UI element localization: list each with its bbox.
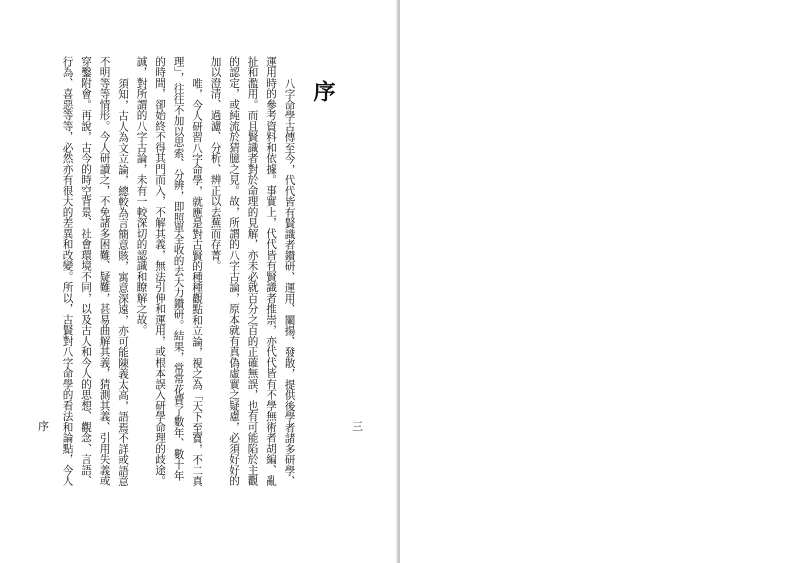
page-number-left: 三 — [352, 420, 363, 433]
preface-title: 序 — [310, 80, 336, 102]
preface-column: 須知，古人為文立論，總較為言簡意賅，寓意深遠，亦可能陳義太高，語焉不詳或語意 — [117, 78, 130, 487]
preface-column: 運用時的參考資料和依據。事實上，代代皆有賢識者推崇，亦代代皆有不學無術者胡編、亂 — [265, 56, 278, 486]
preface-column: 理」，往往不加以思索、分辨，即照單全收的去大力鑽研。結果，常常花費了數年、數十年 — [172, 56, 185, 481]
preface-column: 扯和濫用。而且賢識者對於命理的見解，亦未必就百分之百的正確無誤，也有可能陷於主觀 — [246, 56, 259, 486]
preface-column: 唯，今人研習八字命學，就應是對古賢的種種觀點和立論，視之為「天下至寶，不二真 — [191, 78, 204, 487]
page-label: 序 — [38, 420, 49, 433]
preface-column: 不明等等情形。今人研讀之，不免諸多困難、疑難，甚易曲解其義，猜測其義、引用失義或 — [98, 56, 111, 486]
preface-column: 誠，對所謂的八字古論，未有一較深切的認識和瞭解之故。 — [135, 56, 148, 336]
toc-page — [400, 0, 793, 563]
preface-column: 穿鑿附會。再說，古今的時空背景、社會環境不同，以及古人和今人的思想、觀念、言語、 — [80, 56, 93, 486]
preface-column: 的時間，卻始終不得其門而入，不解其義，無法引伸和運用，或根本誤入研學命理的歧途。 — [154, 56, 167, 486]
preface-column: 八字命學古傳至今，代代皆有賢識者鑽研、運用、闡揚、發散，提供後學者諸多研學、 — [283, 78, 296, 487]
preface-column: 行為、喜惡等等，必然亦有很大的差異和改變。所以，古賢對八字命學的看法和論點，今人 — [61, 56, 74, 486]
preface-column: 加以澄清、過濾、分析、辨正以去蕪而存菁。 — [209, 56, 222, 271]
preface-column: 的認定，或純流於猜臆之見。故，所謂的八字古論，原本就有真偽虛實之疑慮，必須好好的 — [228, 56, 241, 486]
